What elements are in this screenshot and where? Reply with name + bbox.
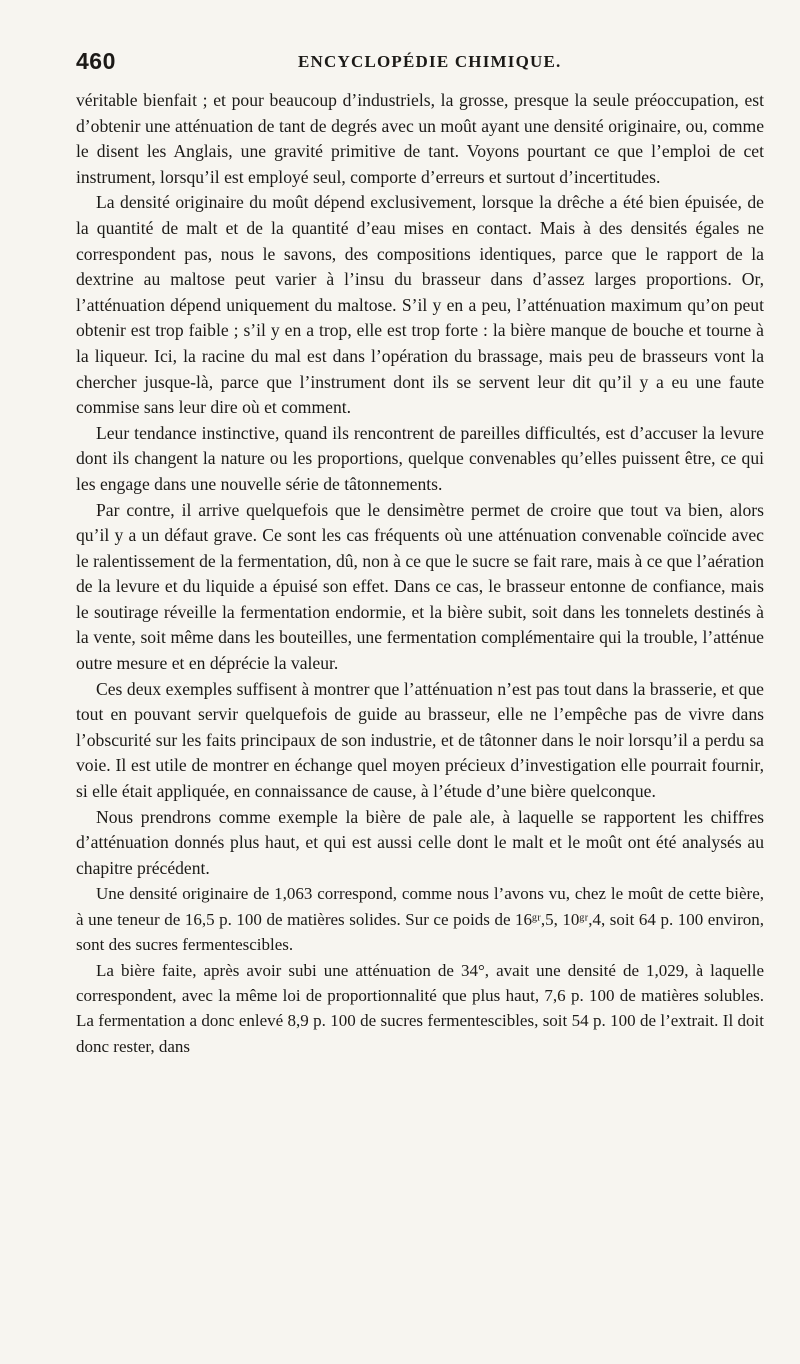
page-number: 460 <box>76 48 116 74</box>
paragraph: Nous prendrons comme exemple la bière de pale ale, à laquelle se rapportent les chiffres d’atténuation donnés plus haut, et qui est aussi celle dont le malt et le moût ont été analysés au chapitre précédent. <box>76 806 764 878</box>
running-title: ENCYCLOPÉDIE CHIMIQUE. <box>298 52 562 71</box>
page-header <box>76 48 764 74</box>
paragraph: La bière faite, après avoir subi une atténuation de 34°, avait une densité de 1,029, à laquelle correspondent, avec la même loi de proportionnalité que plus haut, 7,6 p. 100 de matières solubles. La fermentation a donc enlevé 8,9 p. 100 de sucres fermentescibles, soit 54 p. 100 de l’extrait. Il doit donc rester, dans <box>76 960 764 1056</box>
paragraph: Une densité originaire de 1,063 correspond, comme nous l’avons vu, chez le moût de cette bière, à une teneur de 16,5 p. 100 de matières solides. Sur ce poids de 16ᵍʳ,5, 10ᵍʳ,4, soit 64 p. 100 environ, sont des sucres fermentescibles. <box>76 884 764 955</box>
paragraph: Leur tendance instinctive, quand ils rencontrent de pareilles difficultés, est d’accuser la levure dont ils changent la nature ou les proportions, quelque convenables qu’elles puissent être, ce qui les engage dans une nouvelle série de tâtonnements. <box>76 422 764 494</box>
body-text <box>76 88 764 1059</box>
paragraph: véritable bienfait ; et pour beaucoup d’industriels, la grosse, presque la seule préoccupation, est d’obtenir une atténuation de tant de degrés avec un moût ayant une densité originaire, ou, comme le disent les Anglais, une gravité primitive de tant. Voyons pourtant ce que l’emploi de cet instrument, lorsqu’il est employé seul, comporte d’erreurs et surtout d’incertitudes. <box>76 90 764 187</box>
paragraph: Ces deux exemples suffisent à montrer que l’atténuation n’est pas tout dans la brasserie, et que tout en pouvant servir quelquefois de guide au brasseur, elle ne l’empêche pas de vivre dans l’obscurité sur les faits principaux de son industrie, et de tâtonner dans le noir lorsqu’il a perdu sa voie. Il est utile de montrer en échange quel moyen précieux d’investigation elle pourrait fournir, si elle était appliquée, en connaissance de cause, à l’étude d’une bière quelconque. <box>76 678 764 802</box>
paragraph: Par contre, il arrive quelquefois que le densimètre permet de croire que tout va bien, alors qu’il y a un défaut grave. Ce sont les cas fréquents où une atténuation convenable coïncide avec le ralentissement de la fermentation, dû, non à ce que le sucre se fait rare, mais à ce que l’aération de la levure et du liquide a épuisé son effet. Dans ce cas, le brasseur entonne de confiance, mais le soutirage réveille la fermentation endormie, et la bière subit, soit dans les tonnelets destinés à la vente, soit même dans les bouteilles, une fermentation complémentaire qui la trouble, l’atténue outre mesure et en déprécie la valeur. <box>76 499 764 674</box>
paragraph: La densité originaire du moût dépend exclusivement, lorsque la drêche a été bien épuisée, de la quantité de malt et de la quantité d’eau mises en contact. Mais à des densités égales ne correspondent pas, nous le savons, des compositions identiques, parce que le rapport de la dextrine au maltose peut varier à l’insu du brasseur dans d’assez larges proportions. Or, l’atténuation dépend uniquement du maltose. S’il y en a peu, l’atténuation maximum qu’on peut obtenir est trop faible ; s’il y en a trop, elle est trop forte : la bière manque de bouche et tourne à la liqueur. Ici, la racine du mal est dans l’opération du brassage, mais peu de brasseurs vont la chercher jusque-là, parce que l’instrument dont ils se servent leur dit qu’il y a eu une faute commise sans leur dire où et comment. <box>76 192 764 418</box>
